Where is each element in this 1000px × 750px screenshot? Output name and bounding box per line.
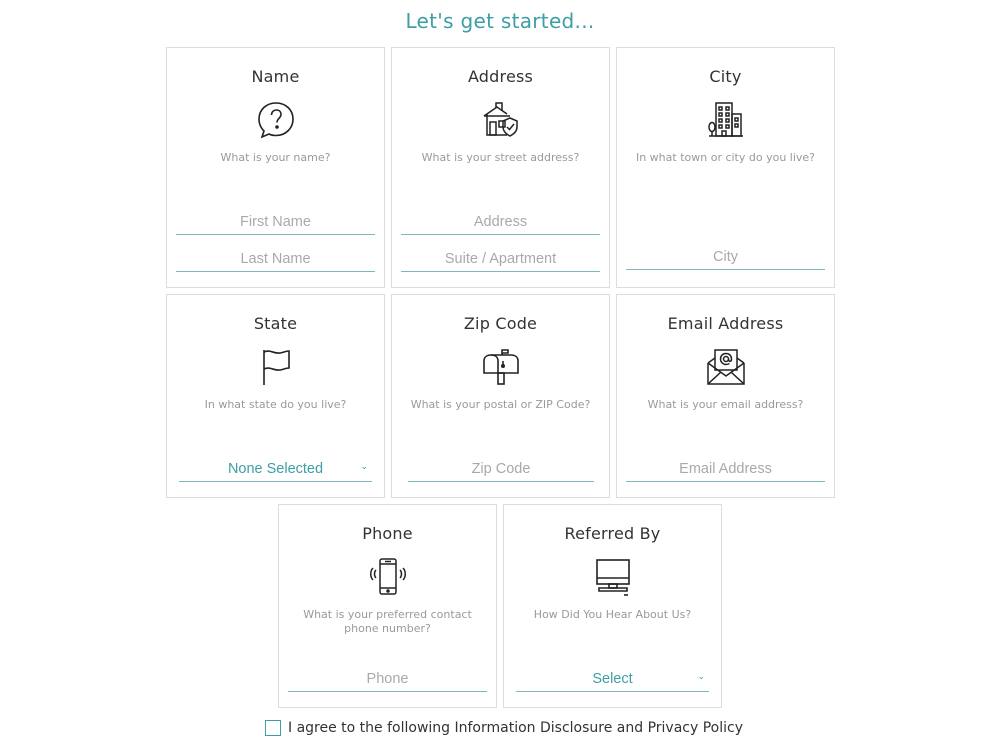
- last-name-input[interactable]: [176, 248, 375, 272]
- card-title: Address: [467, 67, 534, 86]
- zip-code-input[interactable]: [408, 458, 594, 482]
- chevron-down-icon: ⌄: [360, 461, 368, 471]
- chevron-down-icon: ⌄: [697, 671, 705, 681]
- card-title: Phone: [362, 524, 413, 543]
- state-card: [166, 294, 385, 498]
- phone-input[interactable]: [288, 668, 487, 692]
- card-help-text: In what town or city do you live?: [635, 151, 816, 164]
- agreement-label[interactable]: I agree to the following Information Disclosure and Privacy Policy: [288, 720, 743, 736]
- desktop-computer-icon: [593, 557, 633, 597]
- state-select-value: None Selected: [227, 461, 324, 477]
- flag-icon: [256, 347, 296, 387]
- card-help-text: What is your preferred contact phone number?: [303, 608, 472, 635]
- name-card: [166, 47, 385, 288]
- phone-card: [278, 504, 497, 708]
- state-select[interactable]: [179, 458, 372, 482]
- envelope-at-icon: [706, 347, 746, 387]
- card-title: Name: [251, 67, 300, 86]
- city-card: [616, 47, 835, 288]
- card-title: Zip Code: [463, 314, 538, 333]
- card-help-text: What is your postal or ZIP Code?: [410, 398, 591, 411]
- email-address-card: [616, 294, 835, 498]
- house-shield-icon: [481, 100, 521, 140]
- address-input[interactable]: [401, 211, 600, 235]
- city-input[interactable]: [626, 246, 825, 270]
- agree-checkbox[interactable]: [265, 720, 281, 736]
- address-card: [391, 47, 610, 288]
- agreement-row: [265, 718, 743, 738]
- mailbox-icon: [481, 347, 521, 387]
- card-help-text: What is your name?: [220, 151, 331, 164]
- page-title: Let's get started...: [405, 9, 595, 33]
- first-name-input[interactable]: [176, 211, 375, 235]
- card-title: City: [709, 67, 742, 86]
- card-help-text: What is your street address?: [421, 151, 580, 164]
- referred-by-select[interactable]: [516, 668, 709, 692]
- referred-by-card: [503, 504, 722, 708]
- card-title: Referred By: [564, 524, 661, 543]
- suite-apartment-input[interactable]: [401, 248, 600, 272]
- card-title: State: [253, 314, 298, 333]
- card-help-text: How Did You Hear About Us?: [533, 608, 692, 621]
- card-title: Email Address: [667, 314, 784, 333]
- card-help-text: What is your email address?: [647, 398, 804, 411]
- buildings-icon: [706, 100, 746, 140]
- question-bubble-icon: [256, 100, 296, 140]
- referred-by-select-value: Select: [592, 671, 633, 687]
- mobile-phone-icon: [368, 557, 408, 597]
- zip-code-card: [391, 294, 610, 498]
- card-help-text: In what state do you live?: [204, 398, 347, 411]
- email-address-input[interactable]: [626, 458, 825, 482]
